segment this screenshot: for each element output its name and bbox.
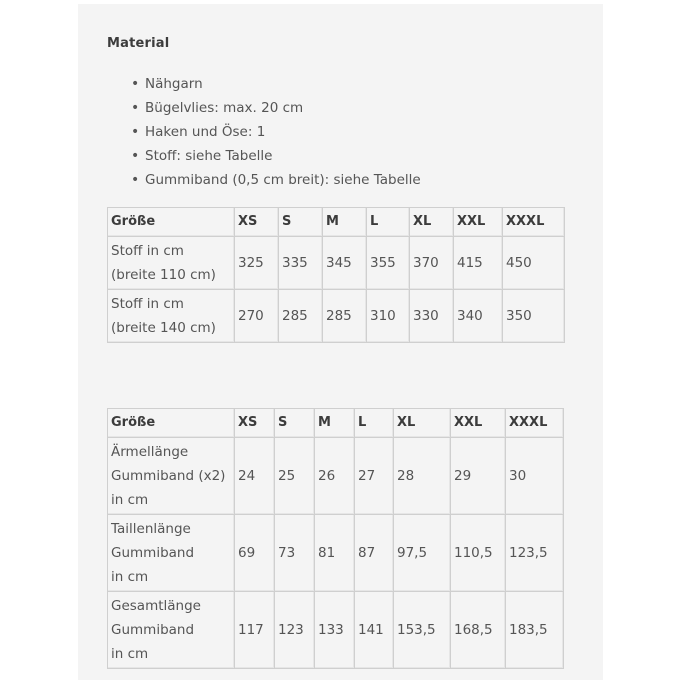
table-cell: 117 (234, 591, 274, 668)
table-cell: 355 (366, 236, 409, 289)
table-cell: 30 (505, 437, 563, 514)
header-cell: Größe (107, 207, 234, 236)
header-cell: S (278, 207, 322, 236)
row-label: Gesamtlänge Gummiband in cm (107, 591, 234, 668)
header-cell: Größe (107, 408, 234, 437)
header-cell: M (322, 207, 366, 236)
table-cell: 73 (274, 514, 314, 591)
table-cell: 168,5 (450, 591, 505, 668)
table-cell: 28 (393, 437, 450, 514)
table-cell: 340 (453, 289, 502, 342)
table-cell: 183,5 (505, 591, 563, 668)
bullet-icon: • (131, 124, 140, 140)
row-label: Stoff in cm (breite 110 cm) (107, 236, 234, 289)
header-cell: XS (234, 207, 278, 236)
table-cell: 24 (234, 437, 274, 514)
elastic-size-table (107, 408, 564, 669)
row-label: Ärmellänge Gummiband (x2) in cm (107, 437, 234, 514)
header-cell: XXXL (505, 408, 563, 437)
list-item: • Nähgarn (131, 73, 421, 97)
table-cell: 270 (234, 289, 278, 342)
header-cell: XS (234, 408, 274, 437)
section-heading: Material (107, 36, 170, 51)
header-cell: XXXL (502, 207, 564, 236)
bullet-icon: • (131, 100, 140, 116)
table-cell: 310 (366, 289, 409, 342)
row-label: Stoff in cm (breite 140 cm) (107, 289, 234, 342)
table-row (107, 437, 563, 514)
table-cell: 345 (322, 236, 366, 289)
table-cell: 26 (314, 437, 354, 514)
table-cell: 330 (409, 289, 453, 342)
table-header-row (107, 408, 563, 437)
header-cell: M (314, 408, 354, 437)
bullet-icon: • (131, 76, 140, 92)
header-cell: XL (409, 207, 453, 236)
header-cell: XXL (450, 408, 505, 437)
list-item: • Haken und Öse: 1 (131, 121, 421, 145)
list-item: • Bügelvlies: max. 20 cm (131, 97, 421, 121)
table-cell: 350 (502, 289, 564, 342)
fabric-size-table (107, 207, 565, 343)
table-cell: 153,5 (393, 591, 450, 668)
table-cell: 370 (409, 236, 453, 289)
table-cell: 415 (453, 236, 502, 289)
materials-list (131, 73, 421, 193)
table-cell: 97,5 (393, 514, 450, 591)
header-cell: XXL (453, 207, 502, 236)
table-cell: 133 (314, 591, 354, 668)
table-cell: 69 (234, 514, 274, 591)
table-cell: 87 (354, 514, 393, 591)
table-cell: 110,5 (450, 514, 505, 591)
table-cell: 335 (278, 236, 322, 289)
list-item: • Stoff: siehe Tabelle (131, 145, 421, 169)
table-cell: 285 (278, 289, 322, 342)
table-row (107, 289, 564, 342)
table-cell: 141 (354, 591, 393, 668)
header-cell: XL (393, 408, 450, 437)
table-cell: 81 (314, 514, 354, 591)
table-cell: 450 (502, 236, 564, 289)
header-cell: L (366, 207, 409, 236)
table-row (107, 514, 563, 591)
table-cell: 123,5 (505, 514, 563, 591)
bullet-icon: • (131, 148, 140, 164)
table-row (107, 591, 563, 668)
bullet-icon: • (131, 172, 140, 188)
table-cell: 29 (450, 437, 505, 514)
header-cell: S (274, 408, 314, 437)
table-row (107, 236, 564, 289)
row-label: Taillenlänge Gummiband in cm (107, 514, 234, 591)
table-cell: 325 (234, 236, 278, 289)
table-cell: 285 (322, 289, 366, 342)
table-cell: 123 (274, 591, 314, 668)
table-cell: 25 (274, 437, 314, 514)
table-cell: 27 (354, 437, 393, 514)
table-header-row (107, 207, 564, 236)
list-item: • Gummiband (0,5 cm breit): siehe Tabelle (131, 169, 421, 193)
header-cell: L (354, 408, 393, 437)
